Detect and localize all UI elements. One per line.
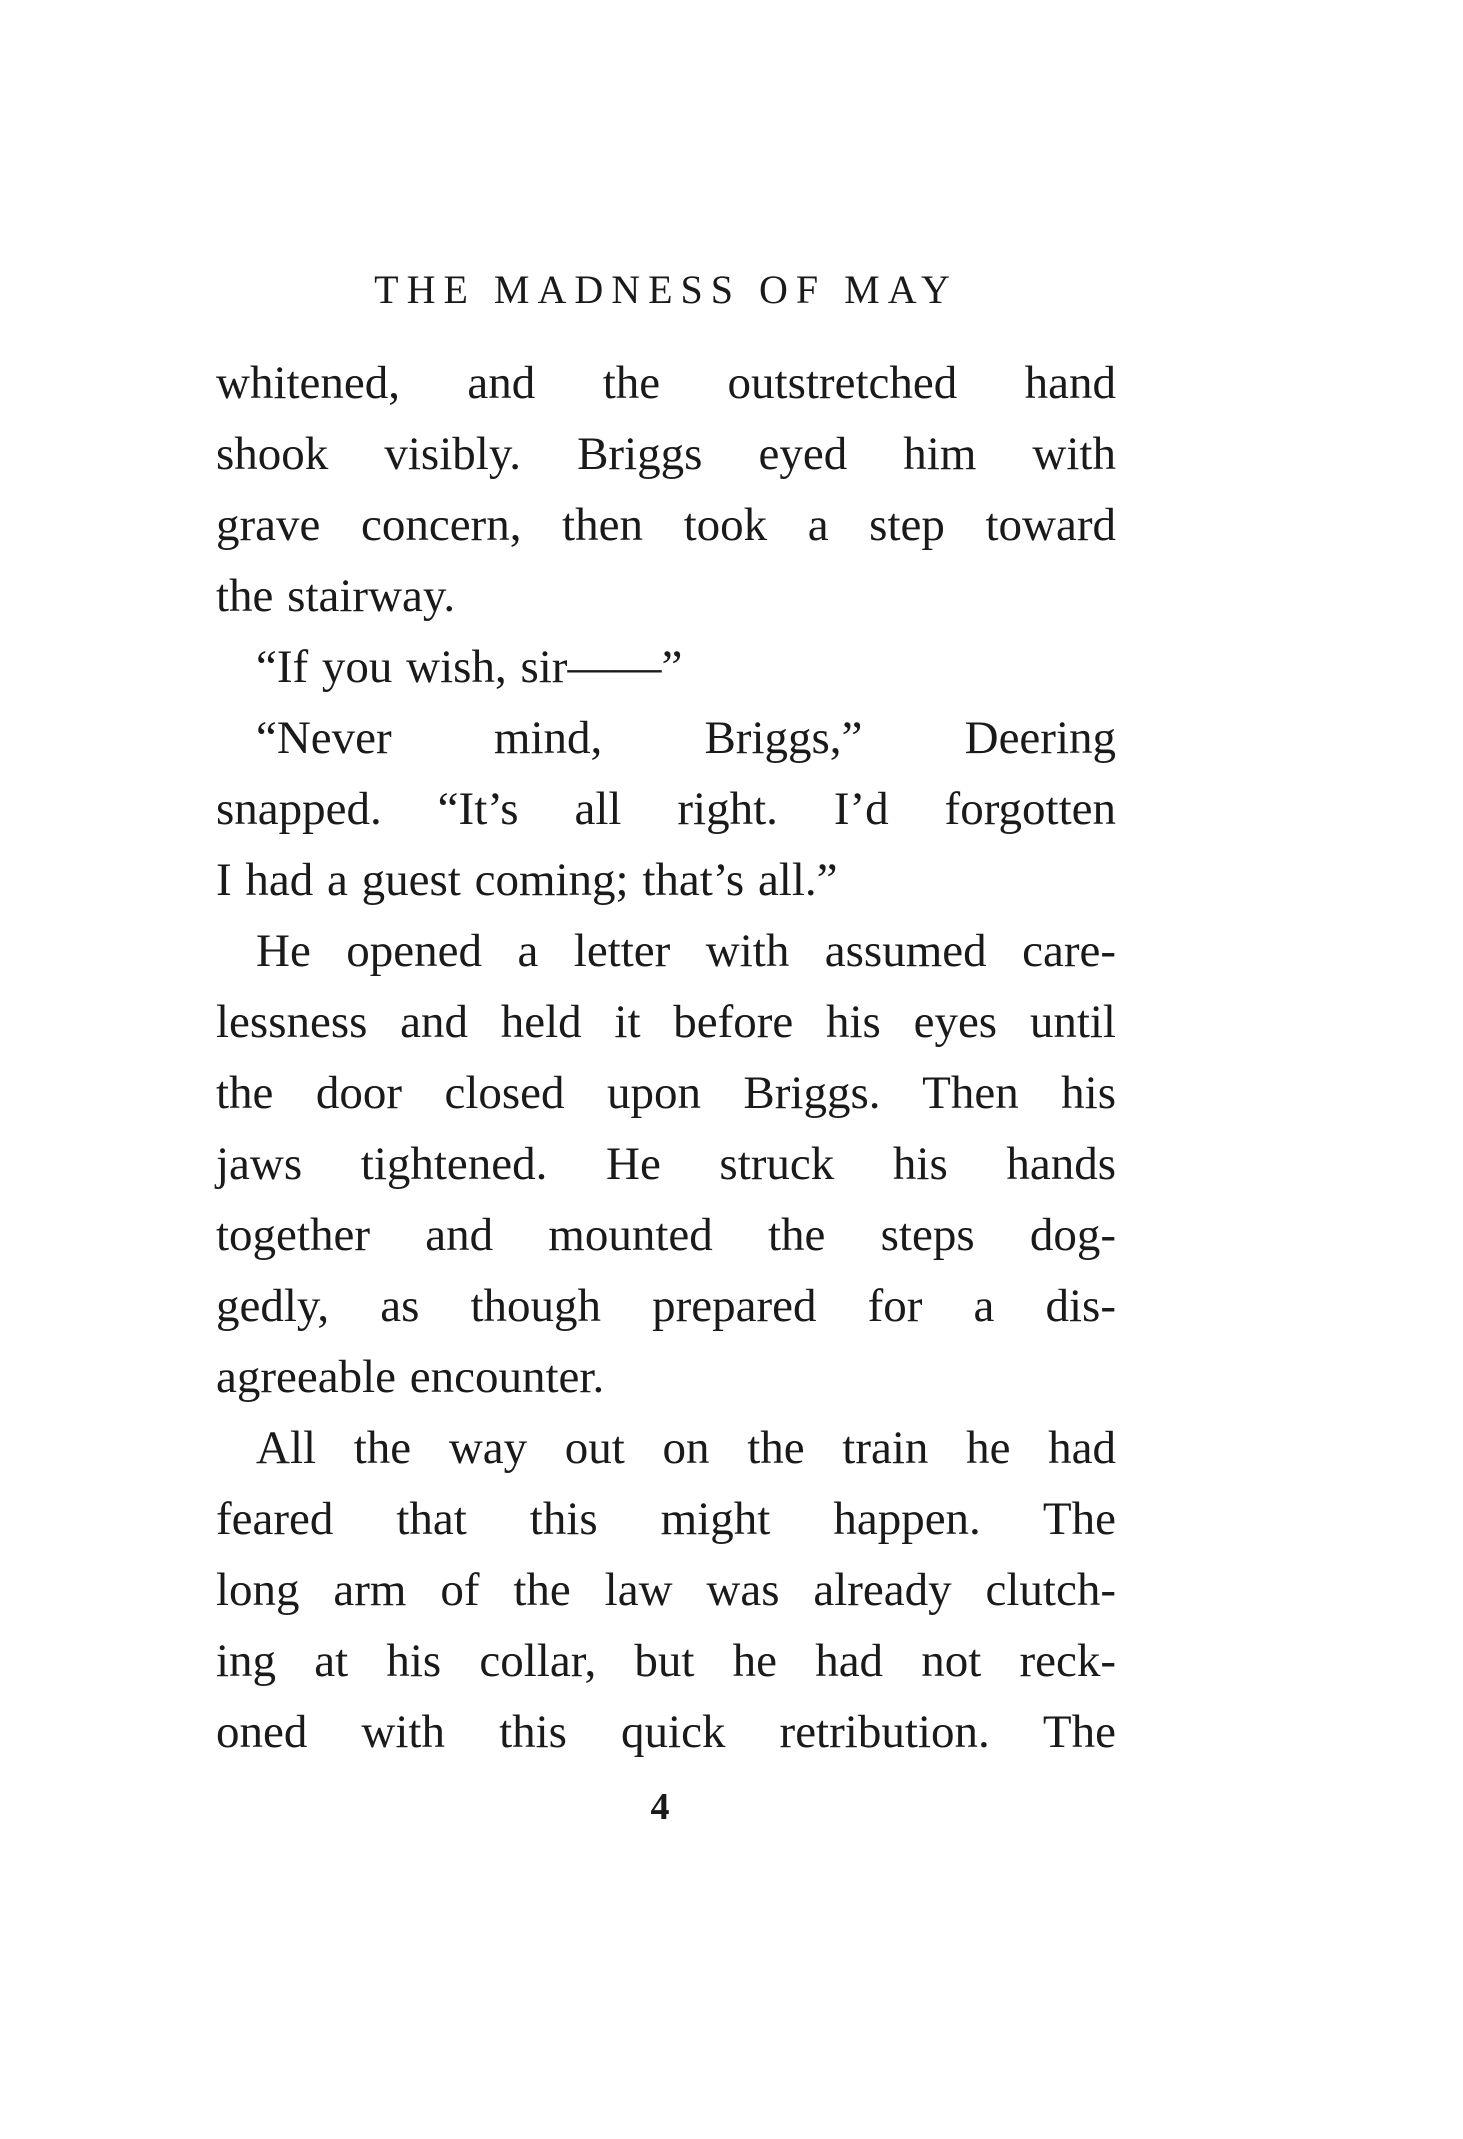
text-line: oned with this quick retribution. The	[216, 1706, 1116, 1758]
text-line: the door closed upon Briggs. Then his	[216, 1067, 1116, 1119]
page-number: 4	[650, 1786, 670, 1828]
text-line: long arm of the law was already clutch-	[216, 1564, 1116, 1616]
text-line: I had a guest coming; that’s all.”	[216, 854, 838, 906]
text-line: shook visibly. Briggs eyed him with	[216, 428, 1116, 480]
text-line: “Never mind, Briggs,” Deering	[256, 712, 1116, 764]
text-line: All the way out on the train he had	[256, 1422, 1116, 1474]
text-line: the stairway.	[216, 570, 456, 622]
text-line: snapped. “It’s all right. I’d forgotten	[216, 783, 1116, 835]
text-line: whitened, and the outstretched hand	[216, 357, 1116, 409]
text-line: jaws tightened. He struck his hands	[216, 1138, 1116, 1190]
text-line: “If you wish, sir——”	[256, 641, 683, 693]
text-line: gedly, as though prepared for a dis-	[216, 1280, 1116, 1332]
text-line: together and mounted the steps dog-	[216, 1209, 1116, 1261]
text-line: ing at his collar, but he had not reck-	[216, 1635, 1116, 1687]
text-line: agreeable encounter.	[216, 1351, 605, 1403]
text-line: feared that this might happen. The	[216, 1493, 1116, 1545]
body-text	[216, 348, 1116, 1768]
running-head: THE MADNESS OF MAY	[374, 267, 958, 312]
text-line: grave concern, then took a step toward	[216, 499, 1116, 551]
text-line: He opened a letter with assumed care-	[256, 925, 1116, 977]
text-line: lessness and held it before his eyes until	[216, 996, 1116, 1048]
